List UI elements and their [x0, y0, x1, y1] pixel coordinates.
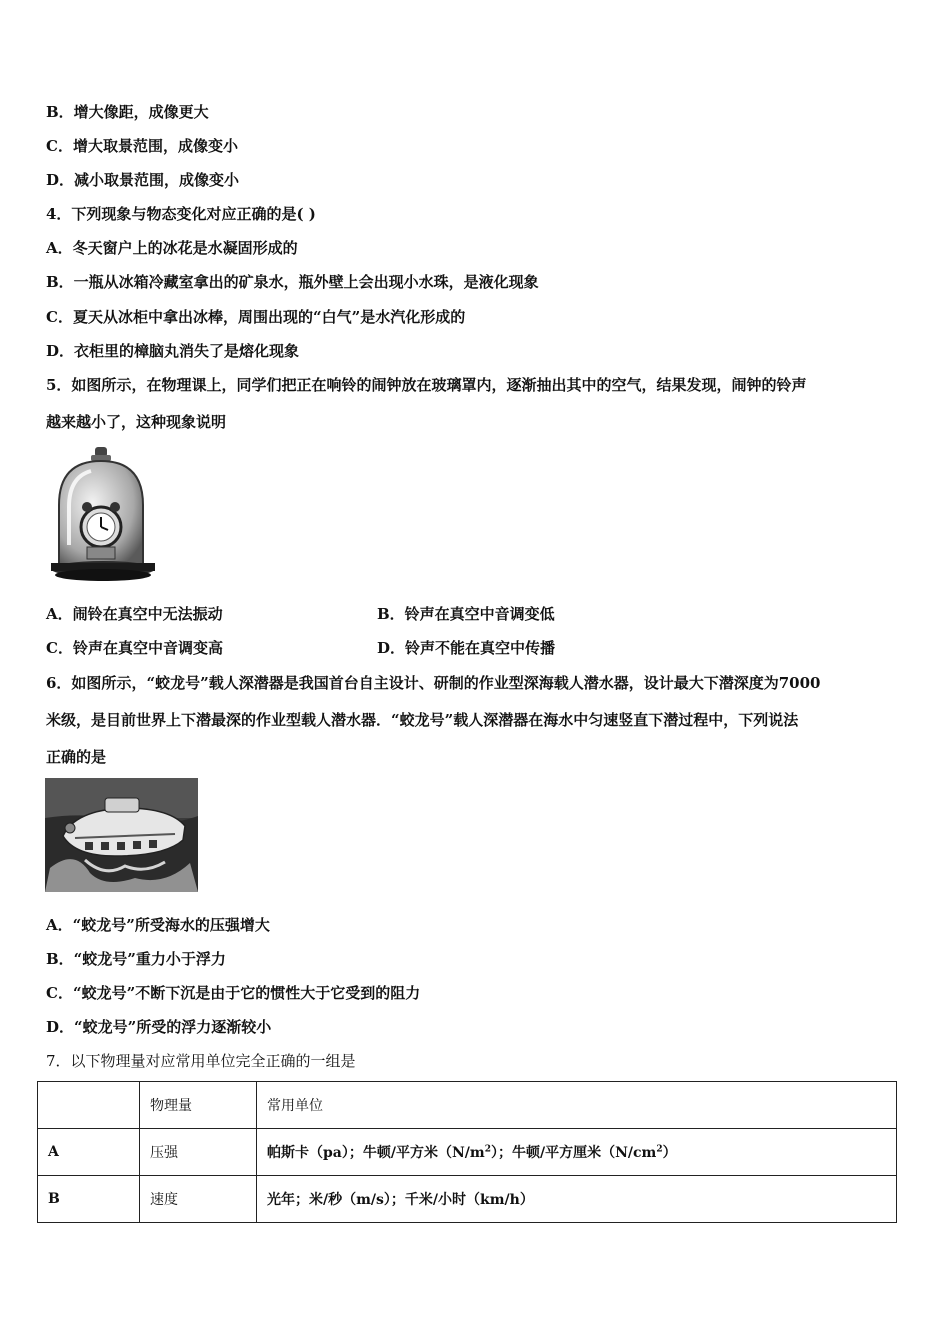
- q6-stem-line2: 米级，是目前世界上下潜最深的作业型载人潜水器．“蛟龙号”载人深潜器在海水中匀速竖直下潜过程中，下列说法: [46, 711, 799, 729]
- row-quantity: 速度: [140, 1176, 257, 1223]
- q6-stem-line1: 6．如图所示，“蛟龙号”载人深潜器是我国首台自主设计、研制的作业型深海载人潜水器，设计最大下潜深度为7000: [46, 674, 821, 692]
- q3-option-c: C．增大取景范围，成像变小: [46, 137, 238, 155]
- row-units: 帕斯卡（pa）；牛顿/平方米$(N/m^2)$；牛顿/平方厘米$(N/cm^2)$: [257, 1129, 897, 1176]
- q5-option-b: B．铃声在真空中音调变低: [377, 605, 555, 623]
- q6-stem-line3: 正确的是: [46, 748, 107, 766]
- q6-option-b: B．“蛟龙号”重力小于浮力: [46, 950, 226, 968]
- q3-option-d: D．减小取景范围，成像变小: [46, 171, 240, 189]
- q6-option-d: D．“蛟龙号”所受的浮力逐渐较小: [46, 1018, 272, 1036]
- units-table: [37, 1081, 897, 1223]
- q4-option-c: C．夏天从冰柜中拿出冰棒，周围出现的“白气”是水汽化形成的: [46, 308, 466, 326]
- q6-option-c: C．“蛟龙号”不断下沉是由于它的惯性大于它受到的阻力: [46, 984, 421, 1002]
- table-header-cell: [38, 1082, 140, 1129]
- table-header-row: [38, 1082, 897, 1129]
- bell-jar-alarm-clock-figure: [47, 445, 157, 583]
- table-header-cell: 物理量: [140, 1082, 257, 1129]
- q4-option-b: B．一瓶从冰箱冷藏室拿出的矿泉水，瓶外壁上会出现小水珠，是液化现象: [46, 273, 539, 291]
- row-label: B: [38, 1176, 140, 1223]
- row-label: A: [38, 1129, 140, 1176]
- q5-stem-line2: 越来越小了，这种现象说明: [46, 413, 227, 431]
- q3-option-b: B．增大像距，成像更大: [46, 103, 209, 121]
- q4-option-a: A．冬天窗户上的冰花是水凝固形成的: [46, 239, 298, 257]
- table-header-cell: 常用单位: [257, 1082, 897, 1129]
- row-quantity: 压强: [140, 1129, 257, 1176]
- q4-option-d: D．衣柜里的樟脑丸消失了是熔化现象: [46, 342, 300, 360]
- q7-stem: 7．以下物理量对应常用单位完全正确的一组是: [46, 1052, 356, 1070]
- table-row: [38, 1129, 897, 1176]
- q5-option-a: A．闹铃在真空中无法振动: [46, 605, 223, 623]
- q5-option-c: C．铃声在真空中音调变高: [46, 639, 223, 657]
- q5-option-d: D．铃声不能在真空中传播: [377, 639, 556, 657]
- row-units: 光年；米/秒（m/s）；千米/小时（km/h）: [257, 1176, 897, 1223]
- q4-stem: 4．下列现象与物态变化对应正确的是( ): [46, 205, 316, 223]
- q6-option-a: A．“蛟龙号”所受海水的压强增大: [46, 916, 270, 934]
- q5-stem-line1: 5．如图所示，在物理课上，同学们把正在响铃的闹钟放在玻璃罩内，逐渐抽出其中的空气，结果发现，闹钟的铃声: [46, 376, 807, 394]
- jiaolong-submersible-photo: [45, 778, 198, 892]
- table-row: [38, 1176, 897, 1223]
